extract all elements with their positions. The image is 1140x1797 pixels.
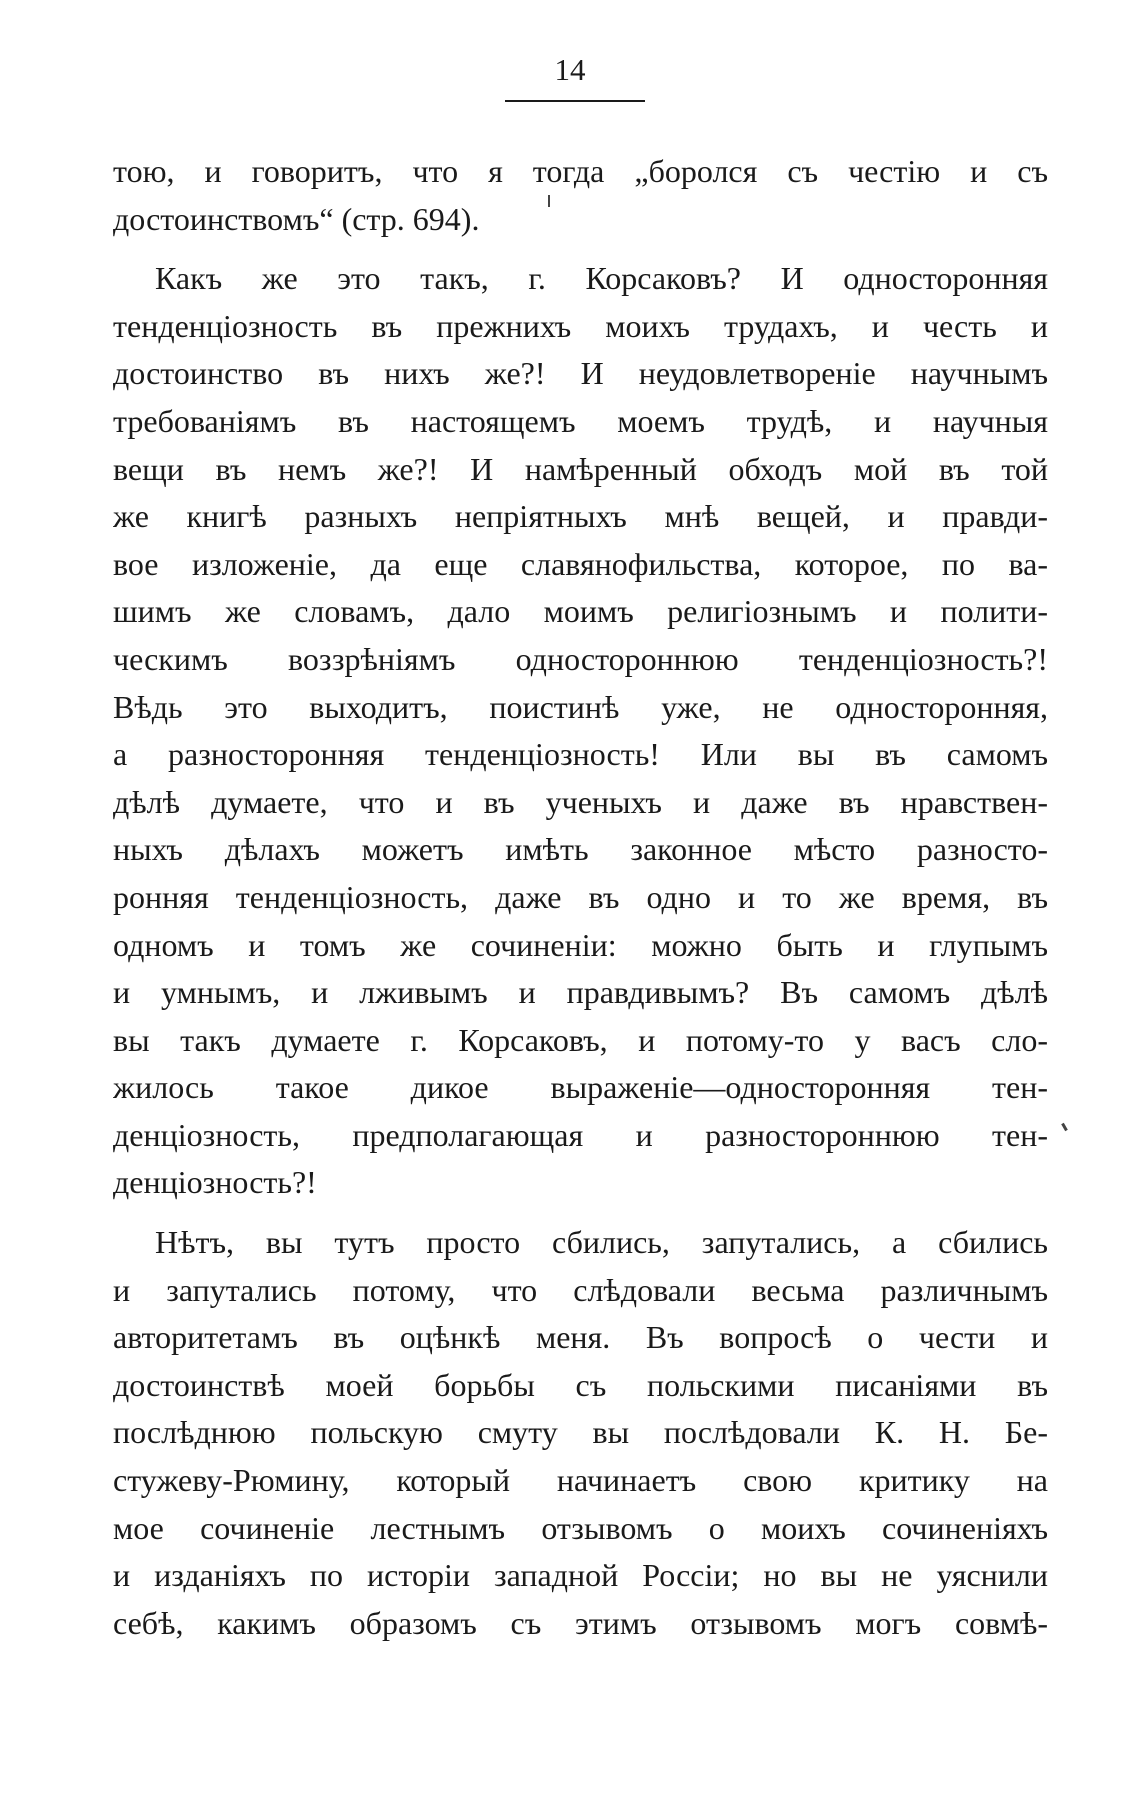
text-line: дѣлѣ думаете, что и въ ученыхъ и даже въ нравствен- (113, 783, 1048, 820)
text-line: послѣднюю польскую смуту вы послѣдовали К. Н. Бе- (113, 1414, 1048, 1451)
scan-speck (548, 195, 550, 207)
paragraph-gap (113, 243, 1048, 255)
paragraph-1 (113, 148, 1048, 243)
text-line: требованіямъ въ настоящемъ моемъ трудѣ, и научныя (113, 402, 1048, 439)
text-line: жилось такое дикое выраженіе—односторонняя тен- (113, 1069, 1048, 1106)
text-line: тою, и говоритъ, что я тогда „боролся съ честію и съ (113, 153, 1048, 189)
text-line: и изданіяхъ по исторіи западной Россіи; но вы не уяснили (113, 1557, 1048, 1594)
body-text (113, 148, 1048, 1647)
text-line: вещи въ немъ же?! И намѣренный обходъ мой въ той (113, 450, 1048, 487)
text-line: и запутались потому, что слѣдовали весьма различнымъ (113, 1271, 1048, 1308)
text-line: шимъ же словамъ, дало моимъ религіознымъ и полити- (113, 593, 1048, 630)
text-line: достоинствомъ“ (стр. 694). (113, 200, 480, 237)
text-line: достоинство въ нихъ же?! И неудовлетвореніе научнымъ (113, 355, 1048, 392)
text-line: Вѣдь это выходитъ, поистинѣ уже, не односторонняя, (113, 688, 1048, 725)
scan-speck (1061, 1123, 1068, 1131)
text-line: вое изложеніе, да еще славянофильства, которое, по ва- (113, 545, 1048, 582)
text-line: стужеву-Рюмину, который начинаетъ свою критику на (113, 1462, 1048, 1499)
text-line: денціозность?! (113, 1164, 317, 1201)
text-line: денціозность, предполагающая и разностороннюю тен- (113, 1116, 1048, 1153)
text-line: достоинствѣ моей борьбы съ польскими писаніями въ (113, 1366, 1048, 1403)
text-line: одномъ и томъ же сочиненіи: можно быть и глупымъ (113, 926, 1048, 963)
paragraph-2 (113, 255, 1048, 1207)
page-number-rule (505, 100, 645, 102)
text-line: Какъ же это такъ, г. Корсаковъ? И односторонняя (155, 260, 1048, 297)
text-line: ронняя тенденціозность, даже въ одно и то же время, въ (113, 878, 1048, 915)
page-number: 14 (554, 52, 586, 87)
text-line: вы такъ думаете г. Корсаковъ, и потому-то у васъ сло- (113, 1021, 1048, 1058)
text-line: а разносторонняя тенденціозность! Или вы въ самомъ (113, 736, 1048, 773)
text-line: Нѣтъ, вы тутъ просто сбились, запутались, а сбились (155, 1224, 1048, 1261)
paragraph-3 (113, 1219, 1048, 1647)
text-line: авторитетамъ въ оцѣнкѣ меня. Въ вопросѣ о чести и (113, 1319, 1048, 1356)
text-line: же книгѣ разныхъ непріятныхъ мнѣ вещей, и правди- (113, 498, 1048, 535)
text-line: себѣ, какимъ образомъ съ этимъ отзывомъ могъ совмѣ- (113, 1604, 1048, 1641)
paragraph-gap (113, 1207, 1048, 1219)
text-line: мое сочиненіе лестнымъ отзывомъ о моихъ сочиненіяхъ (113, 1509, 1048, 1546)
text-line: ческимъ воззрѣніямъ одностороннюю тенденціозность?! (113, 640, 1048, 677)
text-line: и умнымъ, и лживымъ и правдивымъ? Въ самомъ дѣлѣ (113, 974, 1048, 1011)
text-line: ныхъ дѣлахъ можетъ имѣть законное мѣсто разносто- (113, 831, 1048, 868)
text-line: тенденціозность въ прежнихъ моихъ трудахъ, и честь и (113, 307, 1048, 344)
